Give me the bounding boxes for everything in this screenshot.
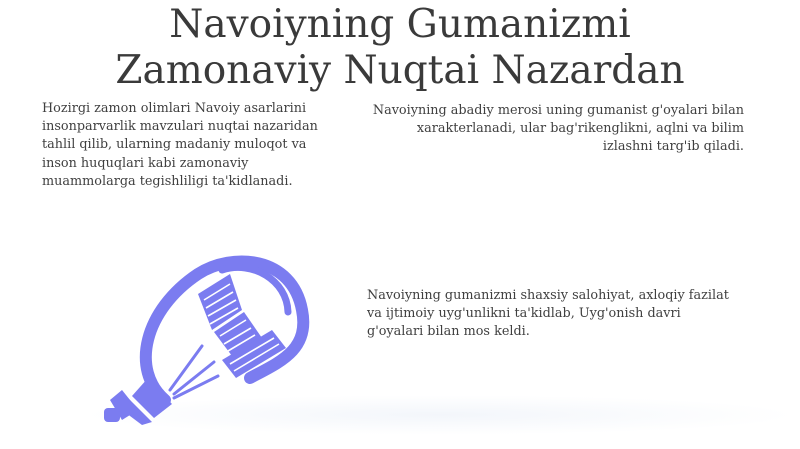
- lightbulb-book-icon: [102, 250, 312, 425]
- right-text-block: Navoiyning abadiy merosi uning gumanist g'oyalari bilan xarakterlanadi, ular bag'rikenglikni, aqlni va bilim izlashni targ'ib qiladi.: [372, 103, 744, 155]
- slide-title: [0, 2, 800, 94]
- left-text-block: Hozirgi zamon olimlari Navoiy asarlarini insonparvarlik mavzulari nuqtai nazaridan tahlil qilib, ularning madaniy muloqot va inson huquqlari kabi zamonaviy muammolarga tegishliligi ta'kidlanadi.: [42, 101, 318, 189]
- title-line-1: Navoiyning Gumanizmi: [169, 2, 631, 47]
- title-line-2: Zamonaviy Nuqtai Nazardan: [115, 48, 685, 93]
- middle-text-block: Navoiyning gumanizmi shaxsiy salohiyat, axloqiy fazilat va ijtimoiy uyg'unlikni ta'kidlab, Uyg'onish davri g'oyalari bilan mos keldi.: [367, 288, 729, 340]
